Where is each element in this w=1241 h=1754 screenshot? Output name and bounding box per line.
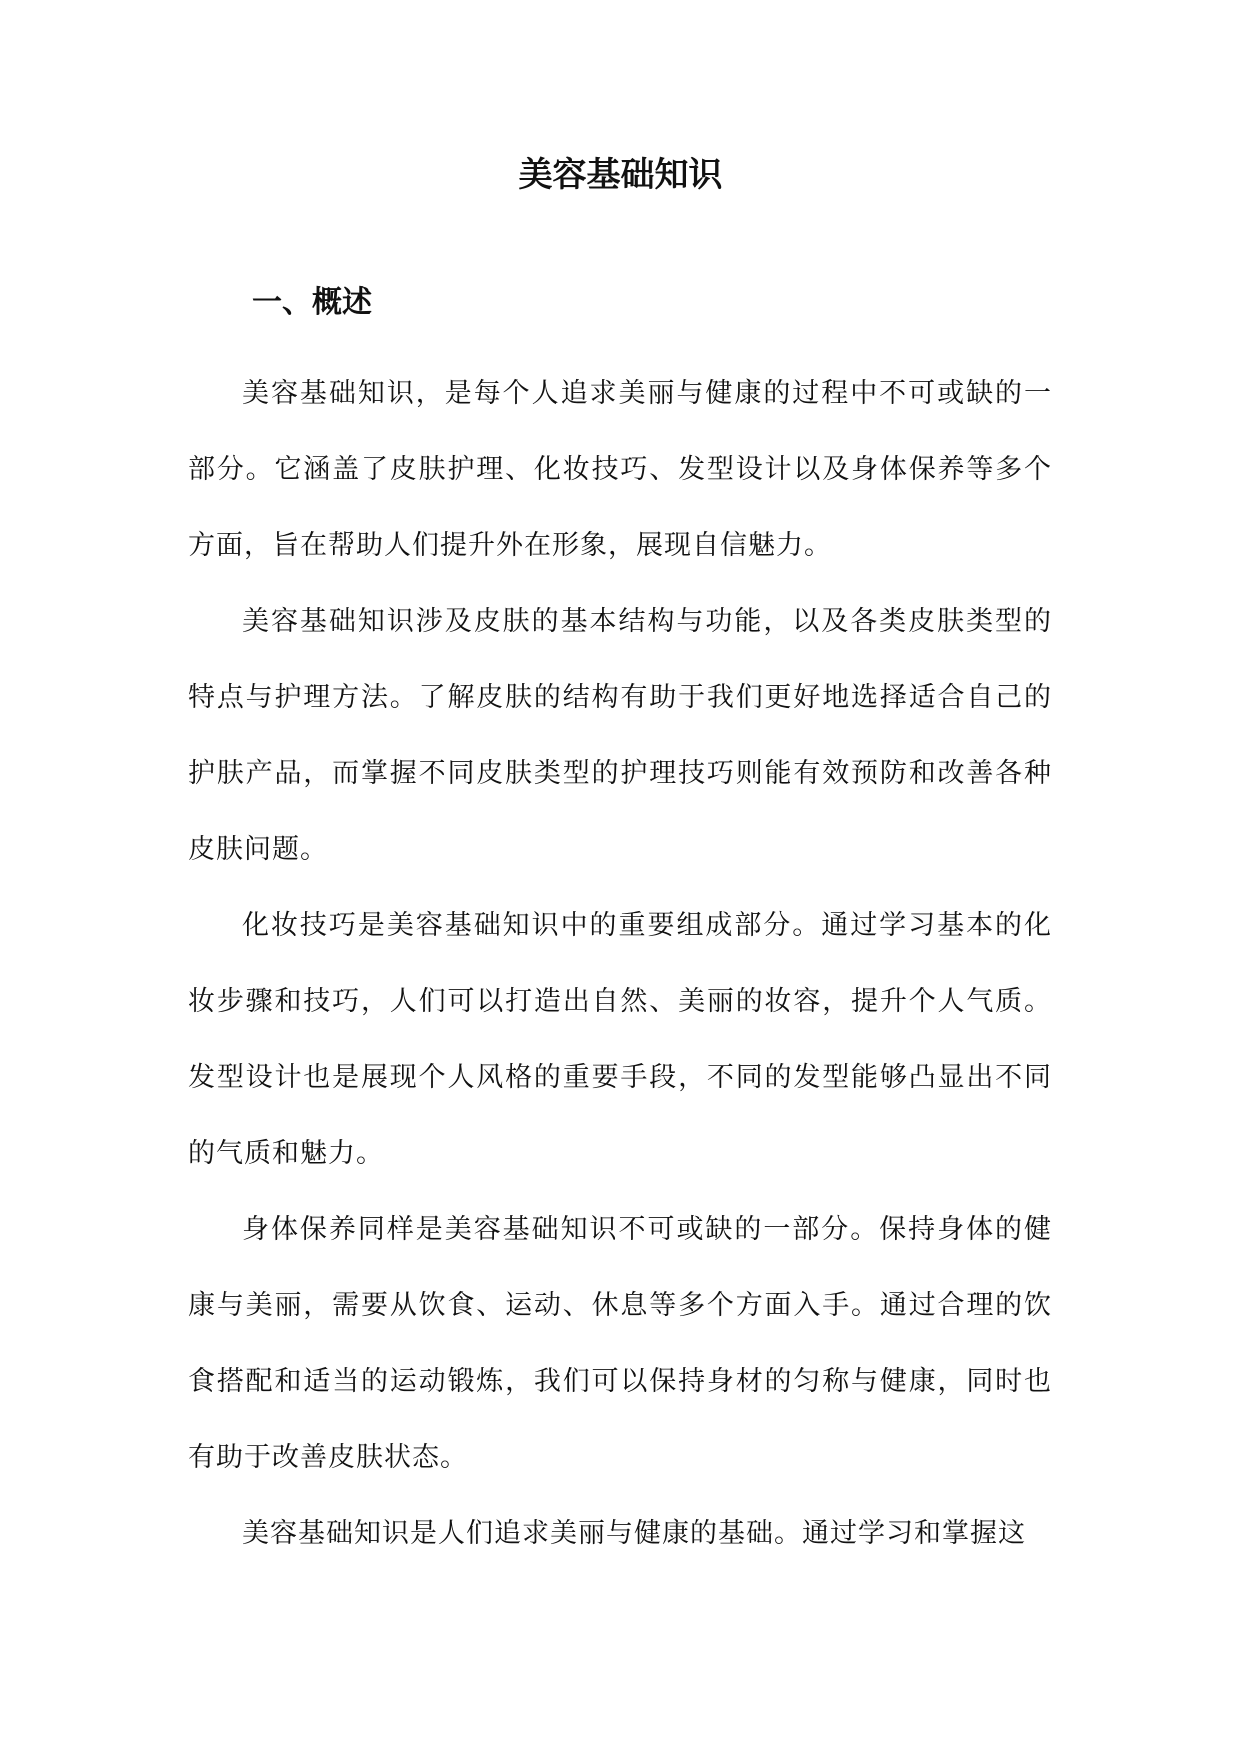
paragraph-intro: 美容基础知识，是每个人追求美丽与健康的过程中不可或缺的一部分。它涵盖了皮肤护理、化妆技巧、发型设计以及身体保养等多个方面，旨在帮助人们提升外在形象，展现自信魅力。 [188, 378, 1052, 561]
paragraph-body-care: 身体保养同样是美容基础知识不可或缺的一部分。保持身体的健康与美丽，需要从饮食、运动、休息等多个方面入手。通过合理的饮食搭配和适当的运动锻炼，我们可以保持身材的匀称与健康，同时也有助于改善皮肤状态。 [188, 1214, 1052, 1473]
section-heading-overview: 一、概述 [252, 285, 372, 320]
body-text [188, 356, 1052, 1572]
paragraph-summary: 美容基础知识是人们追求美丽与健康的基础。通过学习和掌握这 [242, 1518, 1026, 1549]
page-title: 美容基础知识 [518, 155, 723, 195]
paragraph-makeup: 化妆技巧是美容基础知识中的重要组成部分。通过学习基本的化妆步骤和技巧，人们可以打造出自然、美丽的妆容，提升个人气质。发型设计也是展现个人风格的重要手段，不同的发型能够凸显出不同的气质和魅力。 [188, 910, 1052, 1169]
paragraph-skin: 美容基础知识涉及皮肤的基本结构与功能，以及各类皮肤类型的特点与护理方法。了解皮肤的结构有助于我们更好地选择适合自己的护肤产品，而掌握不同皮肤类型的护理技巧则能有效预防和改善各种皮肤问题。 [188, 606, 1052, 865]
